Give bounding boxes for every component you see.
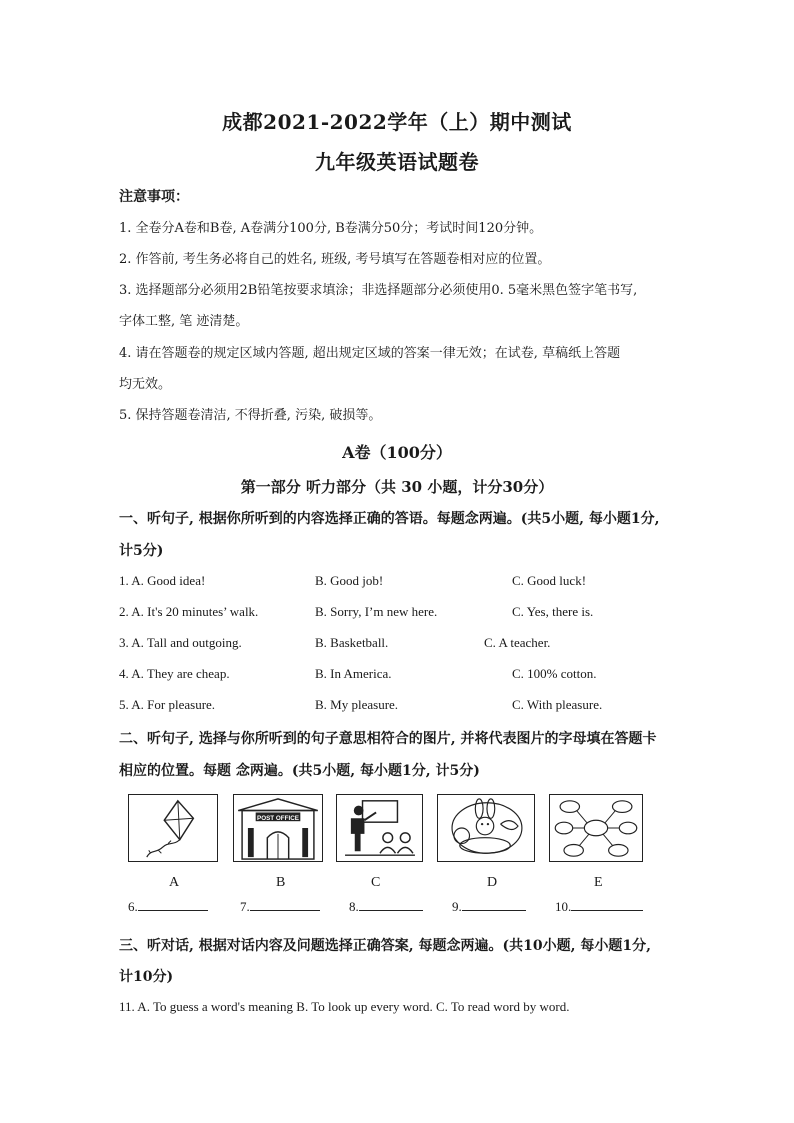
picture-e (549, 794, 643, 862)
option-b: B. Sorry, I’m new here. (315, 604, 438, 619)
option-c: C. 100% cotton. (512, 666, 597, 681)
exam-title: 成都2021-2022学年（上）期中测试 (222, 110, 572, 134)
question-11: 11. A. To guess a word's meaning B. To look up every word. C. To read word by word. (119, 999, 570, 1014)
answer-blank[interactable] (349, 898, 423, 915)
answer-blank[interactable] (555, 898, 643, 915)
teacher-icon (337, 795, 422, 861)
q3-heading: 三、听对话, 根据对话内容及问题选择正确答案, 每题念两遍。(共10小题, 每小题1分, (119, 938, 651, 954)
option-b: B. Basketball. (315, 635, 389, 650)
notice-line: 4. 请在答题卷的规定区域内答题, 超出规定区域的答案一律无效；在试卷, 草稿纸上答题 (119, 346, 621, 361)
option-c: C. Good luck! (512, 573, 587, 588)
notice-line: 1. 全卷分A卷和B卷, A卷满分100分, B卷满分50分；考试时间120分钟。 (119, 221, 543, 236)
picture-letter: C (371, 875, 381, 890)
post-office-sign: POST OFFICE (257, 814, 299, 822)
picture-b (233, 794, 323, 862)
option-a: 3. A. Tall and outgoing. (119, 635, 242, 650)
mind-map-icon (550, 795, 642, 861)
notice-line: 5. 保持答题卷清洁, 不得折叠, 污染, 破损等。 (119, 408, 382, 423)
answer-blank[interactable] (240, 898, 320, 915)
option-b: B. My pleasure. (315, 697, 399, 712)
q2-heading-cont: 相应的位置。每题 念两遍。(共5小题, 每小题1分, 计5分) (119, 763, 480, 779)
picture-letter: A (169, 875, 180, 890)
q1-heading: 一、听句子, 根据你所听到的内容选择正确的答语。每题念两遍。(共5小题, 每小题1分, (119, 511, 660, 527)
post-office-icon (234, 795, 322, 861)
q1-heading-cont: 计5分) (119, 543, 164, 559)
blank-number: 9. (452, 899, 462, 914)
option-a: 2. A. It's 20 minutes’ walk. (119, 604, 259, 619)
picture-letter: E (594, 875, 603, 890)
blank-number: 8. (349, 899, 359, 914)
option-a: 4. A. They are cheap. (119, 666, 230, 681)
answer-blank[interactable] (452, 898, 526, 915)
option-b: B. In America. (315, 666, 392, 681)
exam-subtitle: 九年级英语试题卷 (315, 150, 479, 174)
notice-line: 字体工整, 笔 迹清楚。 (119, 314, 249, 329)
picture-a (128, 794, 218, 862)
picture-d (437, 794, 535, 862)
section-a-title: A卷（100分） (342, 443, 452, 462)
notice-heading: 注意事项： (119, 189, 189, 205)
notice-line: 3. 选择题部分必须用2B铅笔按要求填涂；非选择题部分必须使用0. 5毫米黑色签字笔书写, (119, 283, 638, 298)
notice-line: 均无效。 (119, 377, 172, 392)
rabbit-cake-icon (438, 795, 534, 861)
option-c: C. Yes, there is. (512, 604, 594, 619)
option-c: C. A teacher. (484, 635, 551, 650)
picture-c (336, 794, 423, 862)
answer-blank[interactable] (128, 898, 208, 915)
kite-icon (129, 795, 217, 861)
blank-number: 7. (240, 899, 250, 914)
option-c: C. With pleasure. (512, 697, 603, 712)
option-a: 1. A. Good idea! (119, 573, 206, 588)
notice-line: 2. 作答前, 考生务必将自己的姓名, 班级, 考号填写在答题卷相对应的位置。 (119, 252, 551, 267)
blank-number: 6. (128, 899, 138, 914)
blank-number: 10. (555, 899, 572, 914)
q3-heading-cont: 计10分) (119, 969, 174, 985)
q2-heading: 二、听句子, 选择与你所听到的句子意思相符合的图片, 并将代表图片的字母填在答题卡 (119, 731, 657, 747)
picture-letter: B (276, 875, 286, 890)
option-b: B. Good job! (315, 573, 384, 588)
listening-part-title: 第一部分 听力部分（共 30 小题，计分30分） (240, 478, 554, 496)
option-a: 5. A. For pleasure. (119, 697, 216, 712)
picture-letter: D (487, 875, 498, 890)
